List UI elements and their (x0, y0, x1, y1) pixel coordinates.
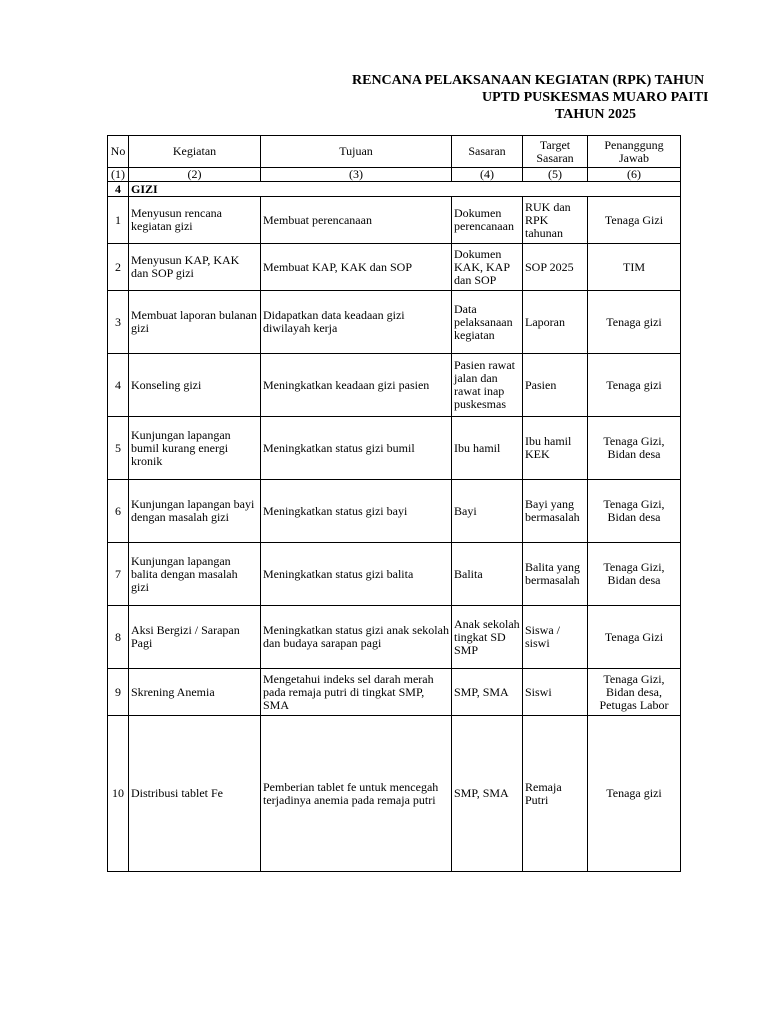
column-number: (2) (129, 168, 261, 182)
cell-tujuan: Pemberian tablet fe untuk mencegah terjadinya anemia pada remaja putri (261, 716, 452, 872)
table-row (108, 669, 681, 716)
header-no: No (108, 136, 129, 168)
cell-target-sasaran: Pasien (523, 354, 588, 417)
cell-sasaran: Anak sekolah tingkat SD SMP (452, 606, 523, 669)
column-number: (4) (452, 168, 523, 182)
cell-kegiatan: Menyusun rencana kegiatan gizi (129, 197, 261, 244)
cell-target-sasaran: SOP 2025 (523, 244, 588, 291)
column-number: (1) (108, 168, 129, 182)
cell-target-sasaran: Laporan (523, 291, 588, 354)
cell-tujuan: Meningkatkan keadaan gizi pasien (261, 354, 452, 417)
cell-kegiatan: Kunjungan lapangan balita dengan masalah gizi (129, 543, 261, 606)
cell-sasaran: Pasien rawat jalan dan rawat inap puskesmas (452, 354, 523, 417)
cell-target-sasaran: Bayi yang bermasalah (523, 480, 588, 543)
cell-tujuan: Didapatkan data keadaan gizi diwilayah kerja (261, 291, 452, 354)
cell-sasaran: Data pelaksanaan kegiatan (452, 291, 523, 354)
table-row (108, 716, 681, 872)
cell-tujuan: Meningkatkan status gizi bumil (261, 417, 452, 480)
row-number: 2 (108, 244, 129, 291)
title-line-3: TAHUN 2025 (555, 107, 637, 122)
cell-sasaran: Dokumen KAK, KAP dan SOP (452, 244, 523, 291)
table-row (108, 543, 681, 606)
cell-sasaran: Dokumen perencanaan (452, 197, 523, 244)
cell-sasaran: SMP, SMA (452, 716, 523, 872)
cell-kegiatan: Menyusun KAP, KAK dan SOP gizi (129, 244, 261, 291)
column-number: (6) (588, 168, 681, 182)
cell-penanggung-jawab: Tenaga Gizi (588, 197, 681, 244)
cell-penanggung-jawab: Tenaga gizi (588, 291, 681, 354)
header-kegiatan: Kegiatan (129, 136, 261, 168)
table-row (108, 291, 681, 354)
table-row (108, 354, 681, 417)
row-number: 6 (108, 480, 129, 543)
cell-tujuan: Meningkatkan status gizi balita (261, 543, 452, 606)
cell-sasaran: Ibu hamil (452, 417, 523, 480)
row-number: 10 (108, 716, 129, 872)
table-row (108, 480, 681, 543)
section-row (108, 182, 681, 197)
row-number: 3 (108, 291, 129, 354)
cell-penanggung-jawab: Tenaga Gizi, Bidan desa (588, 417, 681, 480)
cell-target-sasaran: Ibu hamil KEK (523, 417, 588, 480)
header-tujuan: Tujuan (261, 136, 452, 168)
column-number: (5) (523, 168, 588, 182)
cell-tujuan: Membuat perencanaan (261, 197, 452, 244)
table-row (108, 606, 681, 669)
table-row (108, 417, 681, 480)
cell-kegiatan: Skrening Anemia (129, 669, 261, 716)
cell-tujuan: Meningkatkan status gizi bayi (261, 480, 452, 543)
row-number: 9 (108, 669, 129, 716)
row-number: 1 (108, 197, 129, 244)
table-row (108, 197, 681, 244)
cell-penanggung-jawab: TIM (588, 244, 681, 291)
cell-target-sasaran: Siswa / siswi (523, 606, 588, 669)
cell-tujuan: Membuat KAP, KAK dan SOP (261, 244, 452, 291)
cell-target-sasaran: Siswi (523, 669, 588, 716)
cell-kegiatan: Kunjungan lapangan bayi dengan masalah gizi (129, 480, 261, 543)
cell-penanggung-jawab: Tenaga Gizi, Bidan desa (588, 543, 681, 606)
header-row (108, 136, 681, 168)
cell-tujuan: Mengetahui indeks sel darah merah pada remaja putri di tingkat SMP, SMA (261, 669, 452, 716)
row-number: 8 (108, 606, 129, 669)
cell-target-sasaran: Balita yang bermasalah (523, 543, 588, 606)
cell-kegiatan: Kunjungan lapangan bumil kurang energi kronik (129, 417, 261, 480)
row-number: 5 (108, 417, 129, 480)
cell-kegiatan: Konseling gizi (129, 354, 261, 417)
title-line-2: UPTD PUSKESMAS MUARO PAITI (482, 90, 709, 105)
cell-kegiatan: Aksi Bergizi / Sarapan Pagi (129, 606, 261, 669)
cell-tujuan: Meningkatkan status gizi anak sekolah dan budaya sarapan pagi (261, 606, 452, 669)
section-number: 4 (108, 182, 129, 197)
cell-penanggung-jawab: Tenaga Gizi, Bidan desa, Petugas Labor (588, 669, 681, 716)
cell-target-sasaran: RUK dan RPK tahunan (523, 197, 588, 244)
cell-target-sasaran: Remaja Putri (523, 716, 588, 872)
document-title (300, 72, 709, 123)
cell-penanggung-jawab: Tenaga Gizi, Bidan desa (588, 480, 681, 543)
column-number-row (108, 168, 681, 182)
cell-sasaran: SMP, SMA (452, 669, 523, 716)
cell-penanggung-jawab: Tenaga gizi (588, 716, 681, 872)
column-number: (3) (261, 168, 452, 182)
cell-kegiatan: Distribusi tablet Fe (129, 716, 261, 872)
rpk-table (107, 135, 681, 872)
title-line-1: RENCANA PELAKSANAAN KEGIATAN (RPK) TAHUN (352, 73, 705, 88)
cell-penanggung-jawab: Tenaga gizi (588, 354, 681, 417)
cell-kegiatan: Membuat laporan bulanan gizi (129, 291, 261, 354)
cell-sasaran: Bayi (452, 480, 523, 543)
row-number: 7 (108, 543, 129, 606)
cell-penanggung-jawab: Tenaga Gizi (588, 606, 681, 669)
header-target-sasaran: Target Sasaran (523, 136, 588, 168)
header-penanggung-jawab: Penanggung Jawab (588, 136, 681, 168)
cell-sasaran: Balita (452, 543, 523, 606)
row-number: 4 (108, 354, 129, 417)
table-row (108, 244, 681, 291)
section-label: GIZI (129, 182, 681, 197)
header-sasaran: Sasaran (452, 136, 523, 168)
